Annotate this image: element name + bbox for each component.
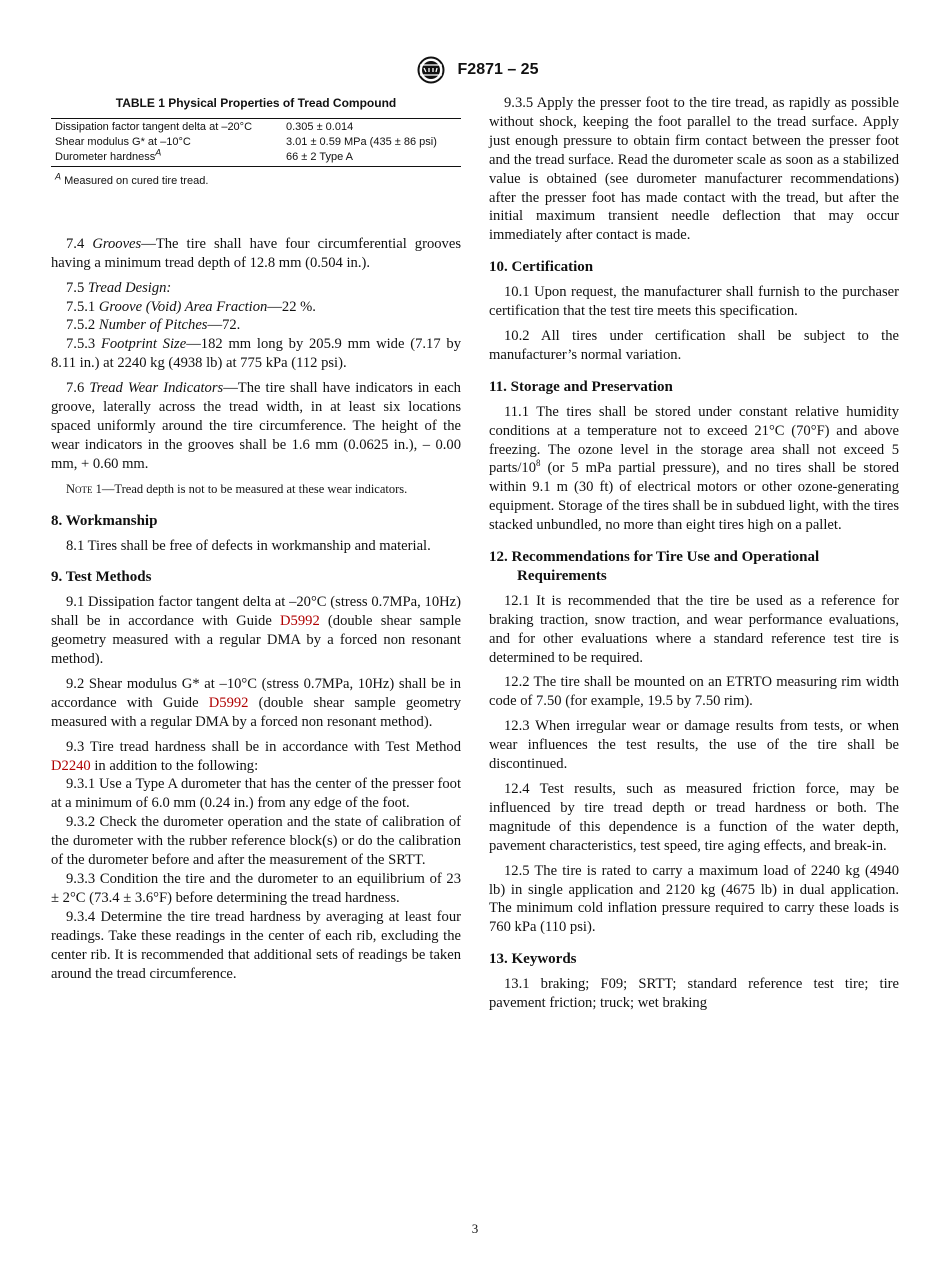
value-cell: 3.01 ± 0.59 MPa (435 ± 86 psi) <box>285 135 437 148</box>
ref-link-d2240[interactable]: D2240 <box>51 757 91 774</box>
table-row <box>51 150 461 167</box>
paragraph-9-2: 9.2 Shear modulus G* at –10°C (stress 0.7MPa, 10Hz) shall be in accordance with Guide D5992 (double shear sample geometry measured with a regular DMA by a forced non resonant method). <box>51 675 461 730</box>
paragraph-9-3: 9.3 Tire tread hardness shall be in accordance with Test Method D2240 in addition to the following: <box>51 738 461 774</box>
value-cell: 66 ± 2 Type A <box>285 150 353 163</box>
paragraph-12-5: 12.5 The tire is rated to carry a maximum load of 2240 kg (4940 lb) in single application and 2120 kg (4675 lb) in dual application. The minimum cold inflation pressure required to carry these loads is 760 kPa (110 psi). <box>489 862 899 936</box>
astm-logo-icon <box>412 56 450 84</box>
paragraph-7-5-2: 7.5.2 Number of Pitches—72. <box>66 317 241 334</box>
paragraph-11-1: 11.1 The tires shall be stored under constant relative humidity conditions at a temperature not to exceed 21°C (70°F) and above freezing. The ozone level in the storage area shall not exceed 5 parts/$10^8$ (or 5 mPa partial pressure), and no tires shall be stored within 9.1 m (30 ft) of electrical motors or other ozone-generating equipment. Storage of the tires shall be in subdued light, with the tires stacked unbundled, no more than eight tires high on a pallet. <box>489 403 899 534</box>
paragraph-13-1: 13.1 braking; F09; SRTT; standard reference test tire; tire pavement friction; truck; wet braking <box>489 976 899 1012</box>
note-1: Note 1—Tread depth is not to be measured at these wear indicators. <box>66 481 408 496</box>
paragraph-9-3-2: 9.3.2 Check the durometer operation and the state of calibration of the durometer with the rubber reference block(s) or do the calibration of the durometer before and after the measurement of the SRTT. <box>51 814 461 869</box>
properties-table <box>51 118 461 167</box>
ref-link-d5992[interactable]: D5992 <box>280 613 320 630</box>
value-cell: 0.305 ± 0.014 <box>285 120 354 133</box>
paragraph-10-2: 10.2 All tires under certification shall be subject to the manufacturer’s normal variation. <box>489 327 899 363</box>
table-row <box>51 118 461 135</box>
paragraph-12-4: 12.4 Test results, such as measured friction force, may be influenced by tire tread depth or tread hardness or both. The magnitude of this dependence is a function of the water depth, pavement characteristics, test speed, tire aging effects, and break-in. <box>489 781 899 854</box>
paragraph-7-6: 7.6 Tread Wear Indicators—The tire shall have indicators in each groove, laterally across the tread width, in at least six locations spaced uniformly around the tire circumference. The height of the wear indicators in the grooves shall be 1.6 mm (0.0625 in.), – 0.00 mm, + 0.60 mm. <box>51 380 461 472</box>
paragraph-10-1: 10.1 Upon request, the manufacturer shall furnish to the purchaser certification that the test tire meets this specification. <box>489 284 899 320</box>
property-cell: Dissipation factor tangent delta at –20°C <box>55 120 253 133</box>
paragraph-7-5-1: 7.5.1 Groove (Void) Area Fraction—22 %. <box>66 298 316 315</box>
paragraph-8-1: 8.1 Tires shall be free of defects in workmanship and material. <box>66 537 431 554</box>
right-column <box>489 94 899 1019</box>
standard-designation: F2871 – 25 <box>457 61 539 78</box>
paragraph-12-3: 12.3 When irregular wear or damage results from tests, or when wear influences the test results, the use of the tire shall be discontinued. <box>489 718 899 773</box>
paragraph-12-2: 12.2 The tire shall be mounted on an ETRTO measuring rim width code of 7.50 (for example, 19.5 by 7.50 rim). <box>489 674 899 710</box>
table-row <box>51 135 461 150</box>
footnote-marker: A <box>155 147 162 158</box>
page-number: 3 <box>471 1221 479 1236</box>
paragraph-9-3-1: 9.3.1 Use a Type A durometer that has the center of the presser foot at a minimum of 6.0 mm (0.24 in.) from any edge of the foot. <box>51 776 461 812</box>
ref-link-d5992[interactable]: D5992 <box>208 694 249 711</box>
property-cell: Shear modulus G* at –10°C <box>55 135 191 148</box>
section-heading-12: 12. Recommendations for Tire Use and Operational Requirements <box>489 549 820 584</box>
paragraph-9-3-4: 9.3.4 Determine the tire tread hardness by averaging at least four readings. Take these readings in the center of each rib, excluding the center rib. It is recommended that additional sets of readings be taken around the tread circumference. <box>51 908 461 982</box>
table-title: TABLE 1 Physical Properties of Tread Compound <box>115 96 397 110</box>
left-column <box>51 94 461 983</box>
section-heading-13: 13. Keywords <box>489 951 577 968</box>
property-cell: Durometer hardness$^A$ <box>55 147 162 163</box>
paragraph-7-5-3: 7.5.3 Footprint Size—182 mm long by 205.9 mm wide (7.17 by 8.11 in.) at 2240 kg (4938 lb) at 775 kPa (112 psi). <box>51 336 461 372</box>
paragraph-7-4: 7.4 Grooves—The tire shall have four circumferential grooves having a minimum tread depth of 12.8 mm (0.504 in.). <box>51 235 461 271</box>
section-heading-10: 10. Certification <box>489 259 594 276</box>
page-header <box>0 56 950 84</box>
paragraph-9-3-3: 9.3.3 Condition the tire and the durometer to an equilibrium of 23 ± 2°C (73.4 ± 3.6°F) before determining the tread hardness. <box>51 871 461 906</box>
paragraph-7-5: 7.5 Tread Design: <box>66 279 172 296</box>
section-heading-11: 11. Storage and Preservation <box>489 378 673 395</box>
paragraph-9-3-5: 9.3.5 Apply the presser foot to the tire tread, as rapidly as possible without shock, keeping the foot parallel to the tread surface. Apply just enough pressure to obtain firm contact between the presser foot and the tread surface. Read the durometer scale as soon as a stabilized value is obtained (see durometer manufacturer recommendations) after the presser foot has made contact with the tread, but after the initial maximum transient needle deflection that may occur immediately after contact is made. <box>489 95 899 244</box>
table-footnote: $^A$ Measured on cured tire tread. <box>55 171 209 187</box>
section-heading-9: 9. Test Methods <box>51 569 152 586</box>
paragraph-9-1: 9.1 Dissipation factor tangent delta at –20°C (stress 0.7MPa, 10Hz) shall be in accordance with Guide D5992 (double shear sample geometry measured with a regular DMA by a forced non resonant method). <box>51 594 462 668</box>
section-heading-8: 8. Workmanship <box>51 512 158 529</box>
paragraph-12-1: 12.1 It is recommended that the tire be used as a reference for braking traction, snow traction, and wear performance evaluations, and for other evaluations where a standard reference test tire is determined to be required. <box>489 592 899 666</box>
